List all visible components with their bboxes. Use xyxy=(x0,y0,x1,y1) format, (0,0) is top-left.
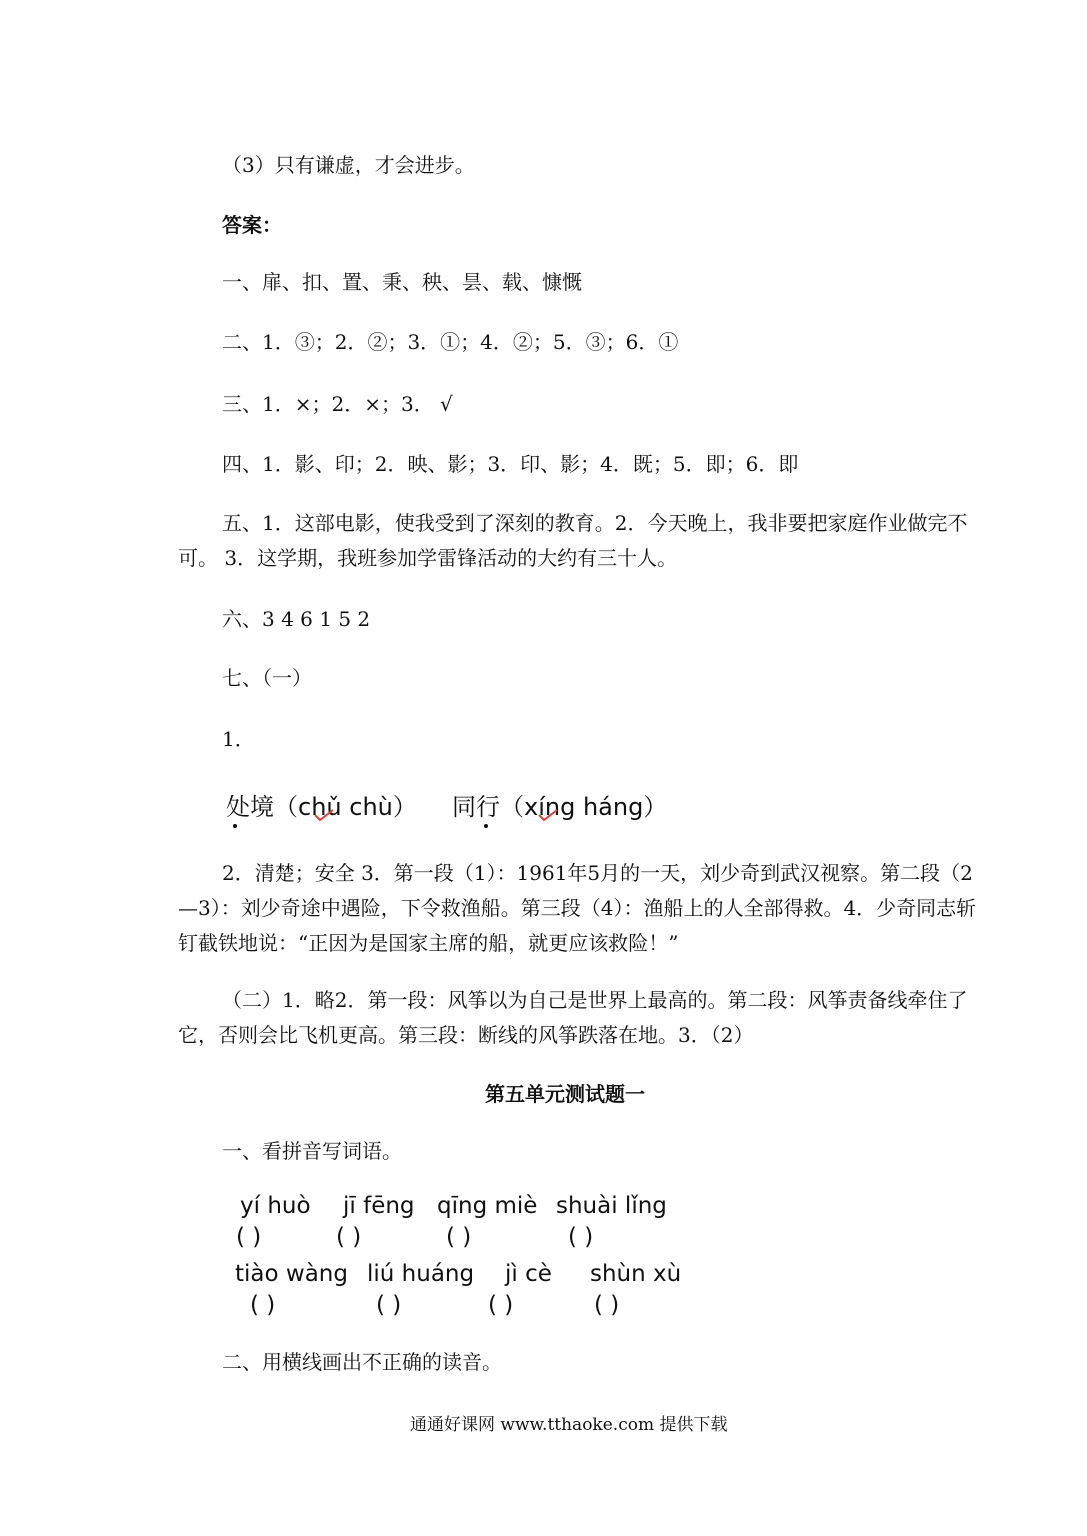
answer-section-1: 一、扉、扣、置、秉、秧、昙、载、慷慨 xyxy=(222,270,582,294)
pinyin-answer-1: 处境（chǔ chù） xyxy=(226,793,417,821)
emphasis-dot xyxy=(233,824,237,828)
answers-heading: 答案： xyxy=(222,213,282,237)
answer-blank[interactable]: ( ) xyxy=(376,1292,402,1318)
answer-7-item-1: 1． xyxy=(222,727,255,751)
check-mark-icon xyxy=(538,808,558,822)
answer-7-item-2-4: 2．清楚；安全 3．第一段（1）：1961年5月的一天，刘少奇到武汉视察。第二段（2—3）：刘少奇途中遇险，下令救渔船。第三段（4）：渔船上的人全部得救。4．少奇同志斩钉截铁地说：“正因为是国家主席的船，就更应该救险！” xyxy=(178,861,977,955)
pinyin-word: jì cè xyxy=(505,1261,552,1287)
answer-blank[interactable]: ( ) xyxy=(488,1292,514,1318)
pinyin-word: shuài lǐng xyxy=(556,1193,667,1219)
pinyin-row-2 xyxy=(0,1261,1087,1291)
pinyin-answer-2: 同行（xíng háng） xyxy=(452,793,668,821)
pinyin-word: yí huò xyxy=(240,1193,311,1219)
pinyin-row-1 xyxy=(0,1193,1087,1223)
check-mark-icon xyxy=(314,808,334,822)
question-1: 一、看拼音写词语。 xyxy=(222,1139,402,1163)
pinyin-word: shùn xù xyxy=(590,1261,682,1287)
emphasis-dot xyxy=(484,824,488,828)
answer-blank[interactable]: ( ) xyxy=(250,1292,276,1318)
answer-blank-row-2 xyxy=(0,1292,1087,1322)
answer-section-6: 六、3 4 6 1 5 2 xyxy=(222,607,371,631)
pinyin-word: tiào wàng xyxy=(235,1261,348,1287)
answer-7-part-2: （二）1．略2．第一段：风筝以为自己是世界上最高的。第二段：风筝责备线牵住了它，否则会比飞机更高。第三段：断线的风筝跌落在地。3．（2） xyxy=(178,988,968,1047)
answer-section-7: 七、（一） xyxy=(222,666,312,690)
question-2: 二、用横线画出不正确的读音。 xyxy=(222,1350,502,1374)
answer-section-5: 五、1．这部电影，使我受到了深刻的教育。2．今天晚上，我非要把家庭作业做完不可。 3．这学期，我班参加学雷锋活动的大约有三十人。 xyxy=(178,511,968,570)
page-footer: 通通好课网 www.tthaoke.com 提供下载 xyxy=(410,1415,728,1435)
answer-blank[interactable]: ( ) xyxy=(594,1292,620,1318)
pinyin-word: liú huáng xyxy=(367,1261,475,1287)
answer-section-3: 三、1．×；2．×；3． √ xyxy=(222,392,453,416)
answer-line-3: （3）只有谦虚，才会进步。 xyxy=(222,153,475,177)
answer-blank[interactable]: ( ) xyxy=(568,1224,594,1250)
pinyin-word: qīng miè xyxy=(437,1193,538,1219)
answer-blank-row-1 xyxy=(0,1224,1087,1254)
answer-blank[interactable]: ( ) xyxy=(336,1224,362,1250)
unit-title: 第五单元测试题一 xyxy=(485,1082,645,1106)
pinyin-word: jī fēng xyxy=(343,1193,415,1219)
answer-section-2: 二、1．③；2．②；3．①；4．②；5．③；6．① xyxy=(222,330,679,354)
answer-blank[interactable]: ( ) xyxy=(236,1224,262,1250)
answer-section-4: 四、1．影、印；2．映、影；3．印、影；4．既；5．即；6．即 xyxy=(222,452,799,476)
answer-blank[interactable]: ( ) xyxy=(446,1224,472,1250)
